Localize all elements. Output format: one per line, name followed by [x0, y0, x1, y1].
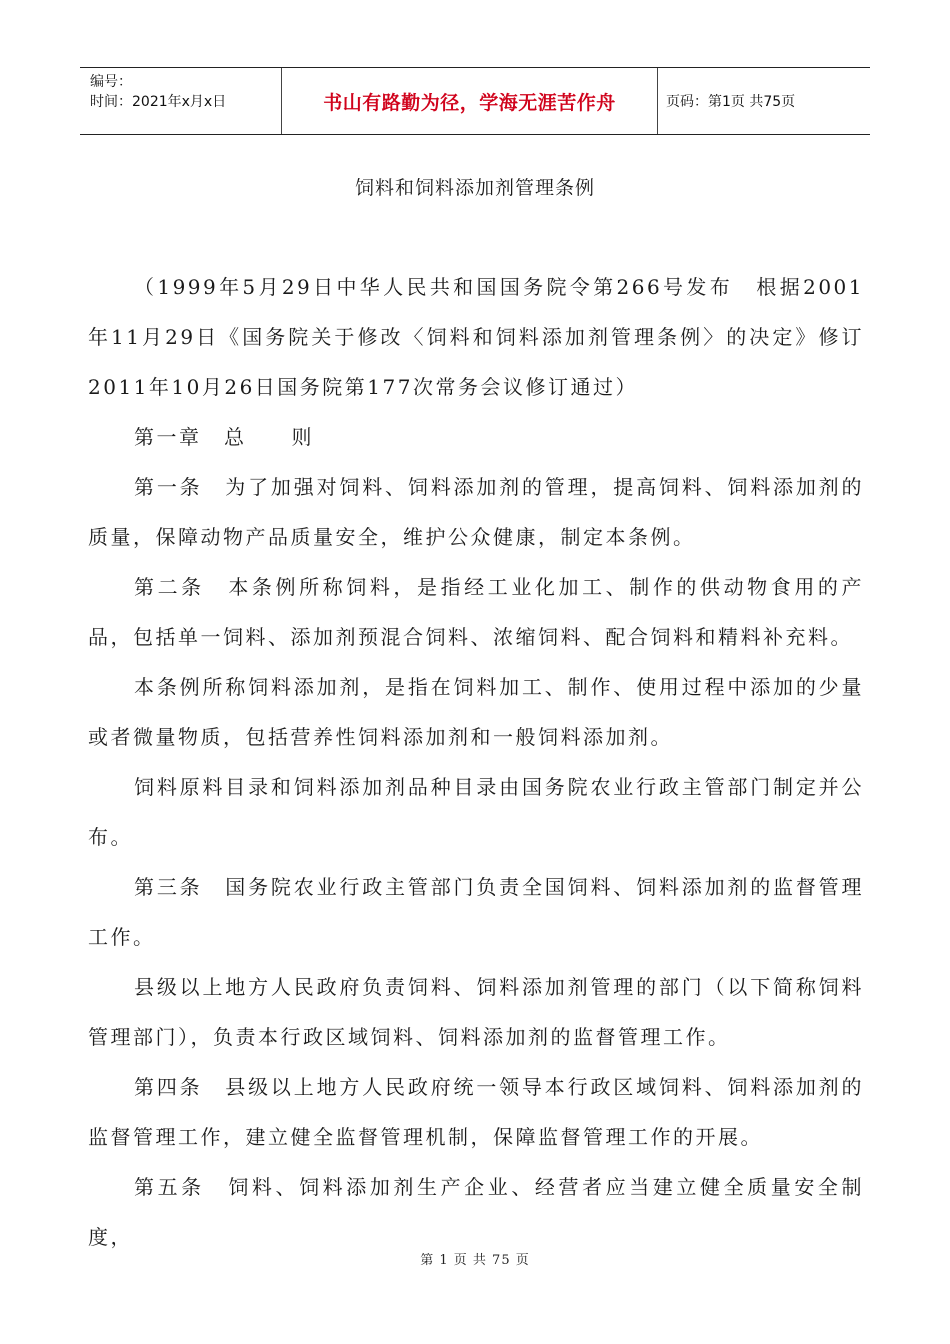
date-label: 时间：2021年x月x日	[90, 94, 227, 110]
document-title: 饲料和饲料添加剂管理条例	[354, 177, 595, 199]
paragraph-article-4: 第四条 县级以上地方人民政府统一领导本行政区域饲料、饲料添加剂的监督管理工作，建立健全监督管理机制，保障监督管理工作的开展。	[88, 1075, 864, 1149]
header-motto-cell	[282, 68, 658, 134]
number-label: 编号：	[90, 74, 132, 90]
paragraph-article-1: 第一条 为了加强对饲料、饲料添加剂的管理，提高饲料、饲料添加剂的质量，保障动物产品质量安全，维护公众健康，制定本条例。	[88, 475, 864, 549]
paragraph-article-2-catalog: 饲料原料目录和饲料添加剂品种目录由国务院农业行政主管部门制定并公布。	[88, 775, 864, 849]
paragraph-article-3-local: 县级以上地方人民政府负责饲料、饲料添加剂管理的部门（以下简称饲料管理部门），负责本行政区域饲料、饲料添加剂的监督管理工作。	[88, 975, 864, 1049]
document-body	[88, 262, 887, 1262]
page-info: 页码：第1页 共75页	[666, 94, 796, 110]
paragraph-chapter-heading: 第一章 总 则	[134, 425, 314, 449]
paragraph-article-2: 第二条 本条例所称饲料，是指经工业化加工、制作的供动物食用的产品，包括单一饲料、添加剂预混合饲料、浓缩饲料、配合饲料和精料补充料。	[88, 575, 864, 649]
header-table	[80, 67, 870, 135]
paragraph-article-3: 第三条 国务院农业行政主管部门负责全国饲料、饲料添加剂的监督管理工作。	[88, 875, 864, 949]
header-meta-cell	[80, 68, 282, 134]
page-footer: 第 1 页 共 75 页	[420, 1253, 530, 1268]
paragraph-preamble: （1999年5月29日中华人民共和国国务院令第266号发布 根据2001年11月29日《国务院关于修改〈饲料和饲料添加剂管理条例〉的决定》修订 2011年10月26日国务院第177次常务会议修订通过）	[88, 275, 887, 399]
paragraph-article-5: 第五条 饲料、饲料添加剂生产企业、经营者应当建立健全质量安全制度，	[88, 1175, 864, 1249]
header-page-cell	[658, 68, 870, 134]
paragraph-article-2-additive: 本条例所称饲料添加剂，是指在饲料加工、制作、使用过程中添加的少量或者微量物质，包括营养性饲料添加剂和一般饲料添加剂。	[88, 675, 864, 749]
motto-text: 书山有路勤为径，学海无涯苦作舟	[323, 91, 616, 114]
